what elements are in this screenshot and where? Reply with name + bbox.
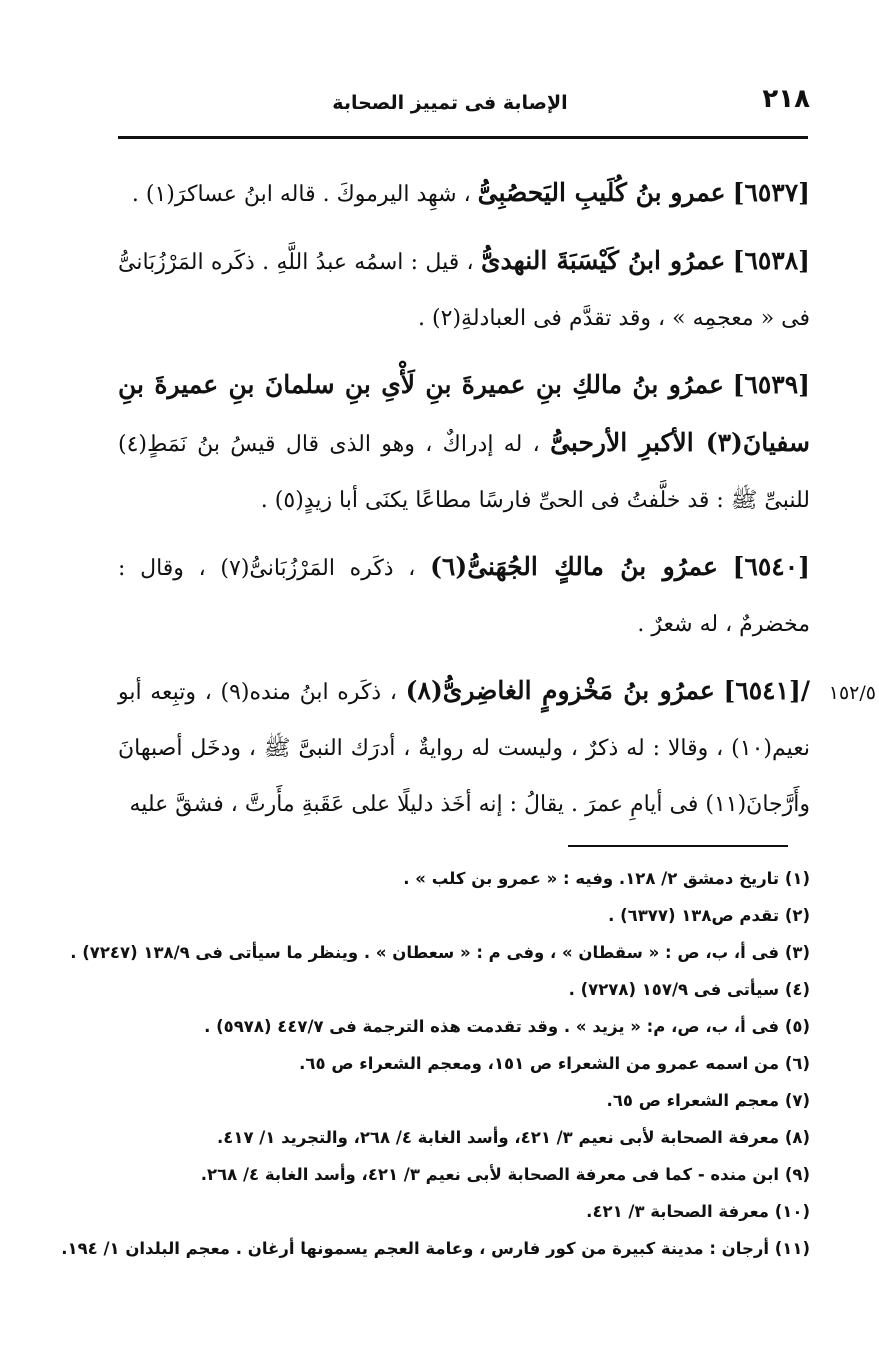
footnote: (٥) فى أ، ب، ص، م: « يزيد » . وقد تقدمت هذه الترجمة فى ٤٤٧/٧ (٥٩٧٨) .: [204, 1017, 810, 1036]
biography-entry: [118, 663, 810, 833]
page-number: ٢١٨: [762, 84, 810, 114]
footnote: (٣) فى أ، ب، ص : « سقطان » ، وفى م : « سعطان » . وينظر ما سيأتى فى ١٣٨/٩ (٧٢٤٧) .: [70, 943, 810, 962]
footnote: (١) تاريخ دمشق ٢/ ١٢٨. وفيه : « عمرو بن كلب » .: [403, 869, 810, 888]
main-text: [118, 165, 810, 843]
entry-number: /[٦٥٤١]: [723, 676, 811, 705]
footnote: (١١) أرجان : مدينة كبيرة من كور فارس ، وعامة العجم يسمونها أرغان . معجم البلدان ١/ ١٩٤.: [61, 1239, 810, 1258]
biography-entry: [118, 165, 810, 223]
entry-text: ، ذكَره المَرْزُبَانىُّ(٧) ، وقال : مخضرمٌ ، له شعرٌ .: [118, 556, 810, 637]
footnote: (٢) تقدم ص١٣٨ (٦٣٧٧) .: [608, 906, 810, 925]
footnote: (١٠) معرفة الصحابة ٣/ ٤٢١.: [586, 1202, 810, 1221]
entry-text: ، ذكَره ابنُ منده(٩) ، وتبِعه أبو نعيم(١٠) ، وقالا : له ذكرٌ ، وليست له روايةٌ ، أدرَك النبىَّ ﷺ ، ودخَل أصبهانَ وأَرَّجانَ(١١) فى أيامِ عمرَ . يقالُ : إنه أخَذ دليلًا على عَقَبةِ مأَرتَّ ، فشقَّ عليه: [118, 680, 810, 817]
header-rule: [118, 136, 808, 139]
footnote: (٨) معرفة الصحابة لأبى نعيم ٣/ ٤٢١، وأسد الغابة ٤/ ٢٦٨، والتجريد ١/ ٤١٧.: [217, 1128, 810, 1147]
entry-number: [٦٥٣٧]: [732, 178, 810, 207]
footnotes: [61, 860, 810, 1267]
footnote-rule: [568, 845, 788, 847]
entry-name: عمرو بنُ كُلَيبِ اليَحصُبِىُّ: [477, 178, 726, 207]
entry-text: ، شهِد اليرموكَ . قاله ابنُ عساكرَ(١) .: [131, 182, 471, 207]
entry-name: عمرُو ابنُ كَيْسَبَةَ النهدىُّ: [480, 246, 726, 275]
running-title: الإصابة فى تمييز الصحابة: [332, 92, 568, 114]
footnote: (٦) من اسمه عمرو من الشعراء ص ١٥١، ومعجم الشعراء ص ٦٥.: [299, 1054, 810, 1073]
entry-name: عمرُو بنُ مالكِ بنِ عميرةَ بنِ لَأْىِ بنِ سلمانَ بنِ عميرةَ بنِ سفيانَ(٣) الأكبرِ الأرحبىُّ: [118, 370, 810, 457]
entry-number: [٦٥٣٨]: [732, 246, 810, 275]
entry-text: ، له إدراكٌ ، وهو الذى قال قيسُ بنُ نَمَطٍ(٤) للنبىِّ ﷺ : قد خلَّفتُ فى الحىِّ فارسًا مطاعًا يكنَى أبا زيدٍ(٥) .: [118, 432, 810, 513]
footnote: (٤) سيأتى فى ١٥٧/٩ (٧٢٧٨) .: [568, 980, 810, 999]
margin-volume-page-note: ١٥٢/٥: [828, 682, 876, 704]
footnote: (٧) معجم الشعراء ص ٦٥.: [606, 1091, 810, 1110]
entry-name: عمرُو بنُ مَخْزومٍ الغاضِرىُّ(٨): [405, 676, 715, 705]
entry-name: عمرُو بنُ مالكٍ الجُهَنىُّ(٦): [430, 552, 718, 581]
entry-number: [٦٥٣٩]: [732, 370, 810, 399]
footnote: (٩) ابن منده - كما فى معرفة الصحابة لأبى نعيم ٣/ ٤٢١، وأسد الغابة ٤/ ٢٦٨.: [200, 1165, 810, 1184]
biography-entry: [118, 233, 810, 347]
entry-text: ، قيل : اسمُه عبدُ اللَّهِ . ذكَره المَرْزُبَانىُّ فى « معجمِه » ، وقد تقدَّم فى العبادلةِ(٢) .: [118, 250, 810, 331]
biography-entry: [118, 357, 810, 529]
biography-entry: [118, 539, 810, 653]
entry-number: [٦٥٤٠]: [732, 552, 810, 581]
